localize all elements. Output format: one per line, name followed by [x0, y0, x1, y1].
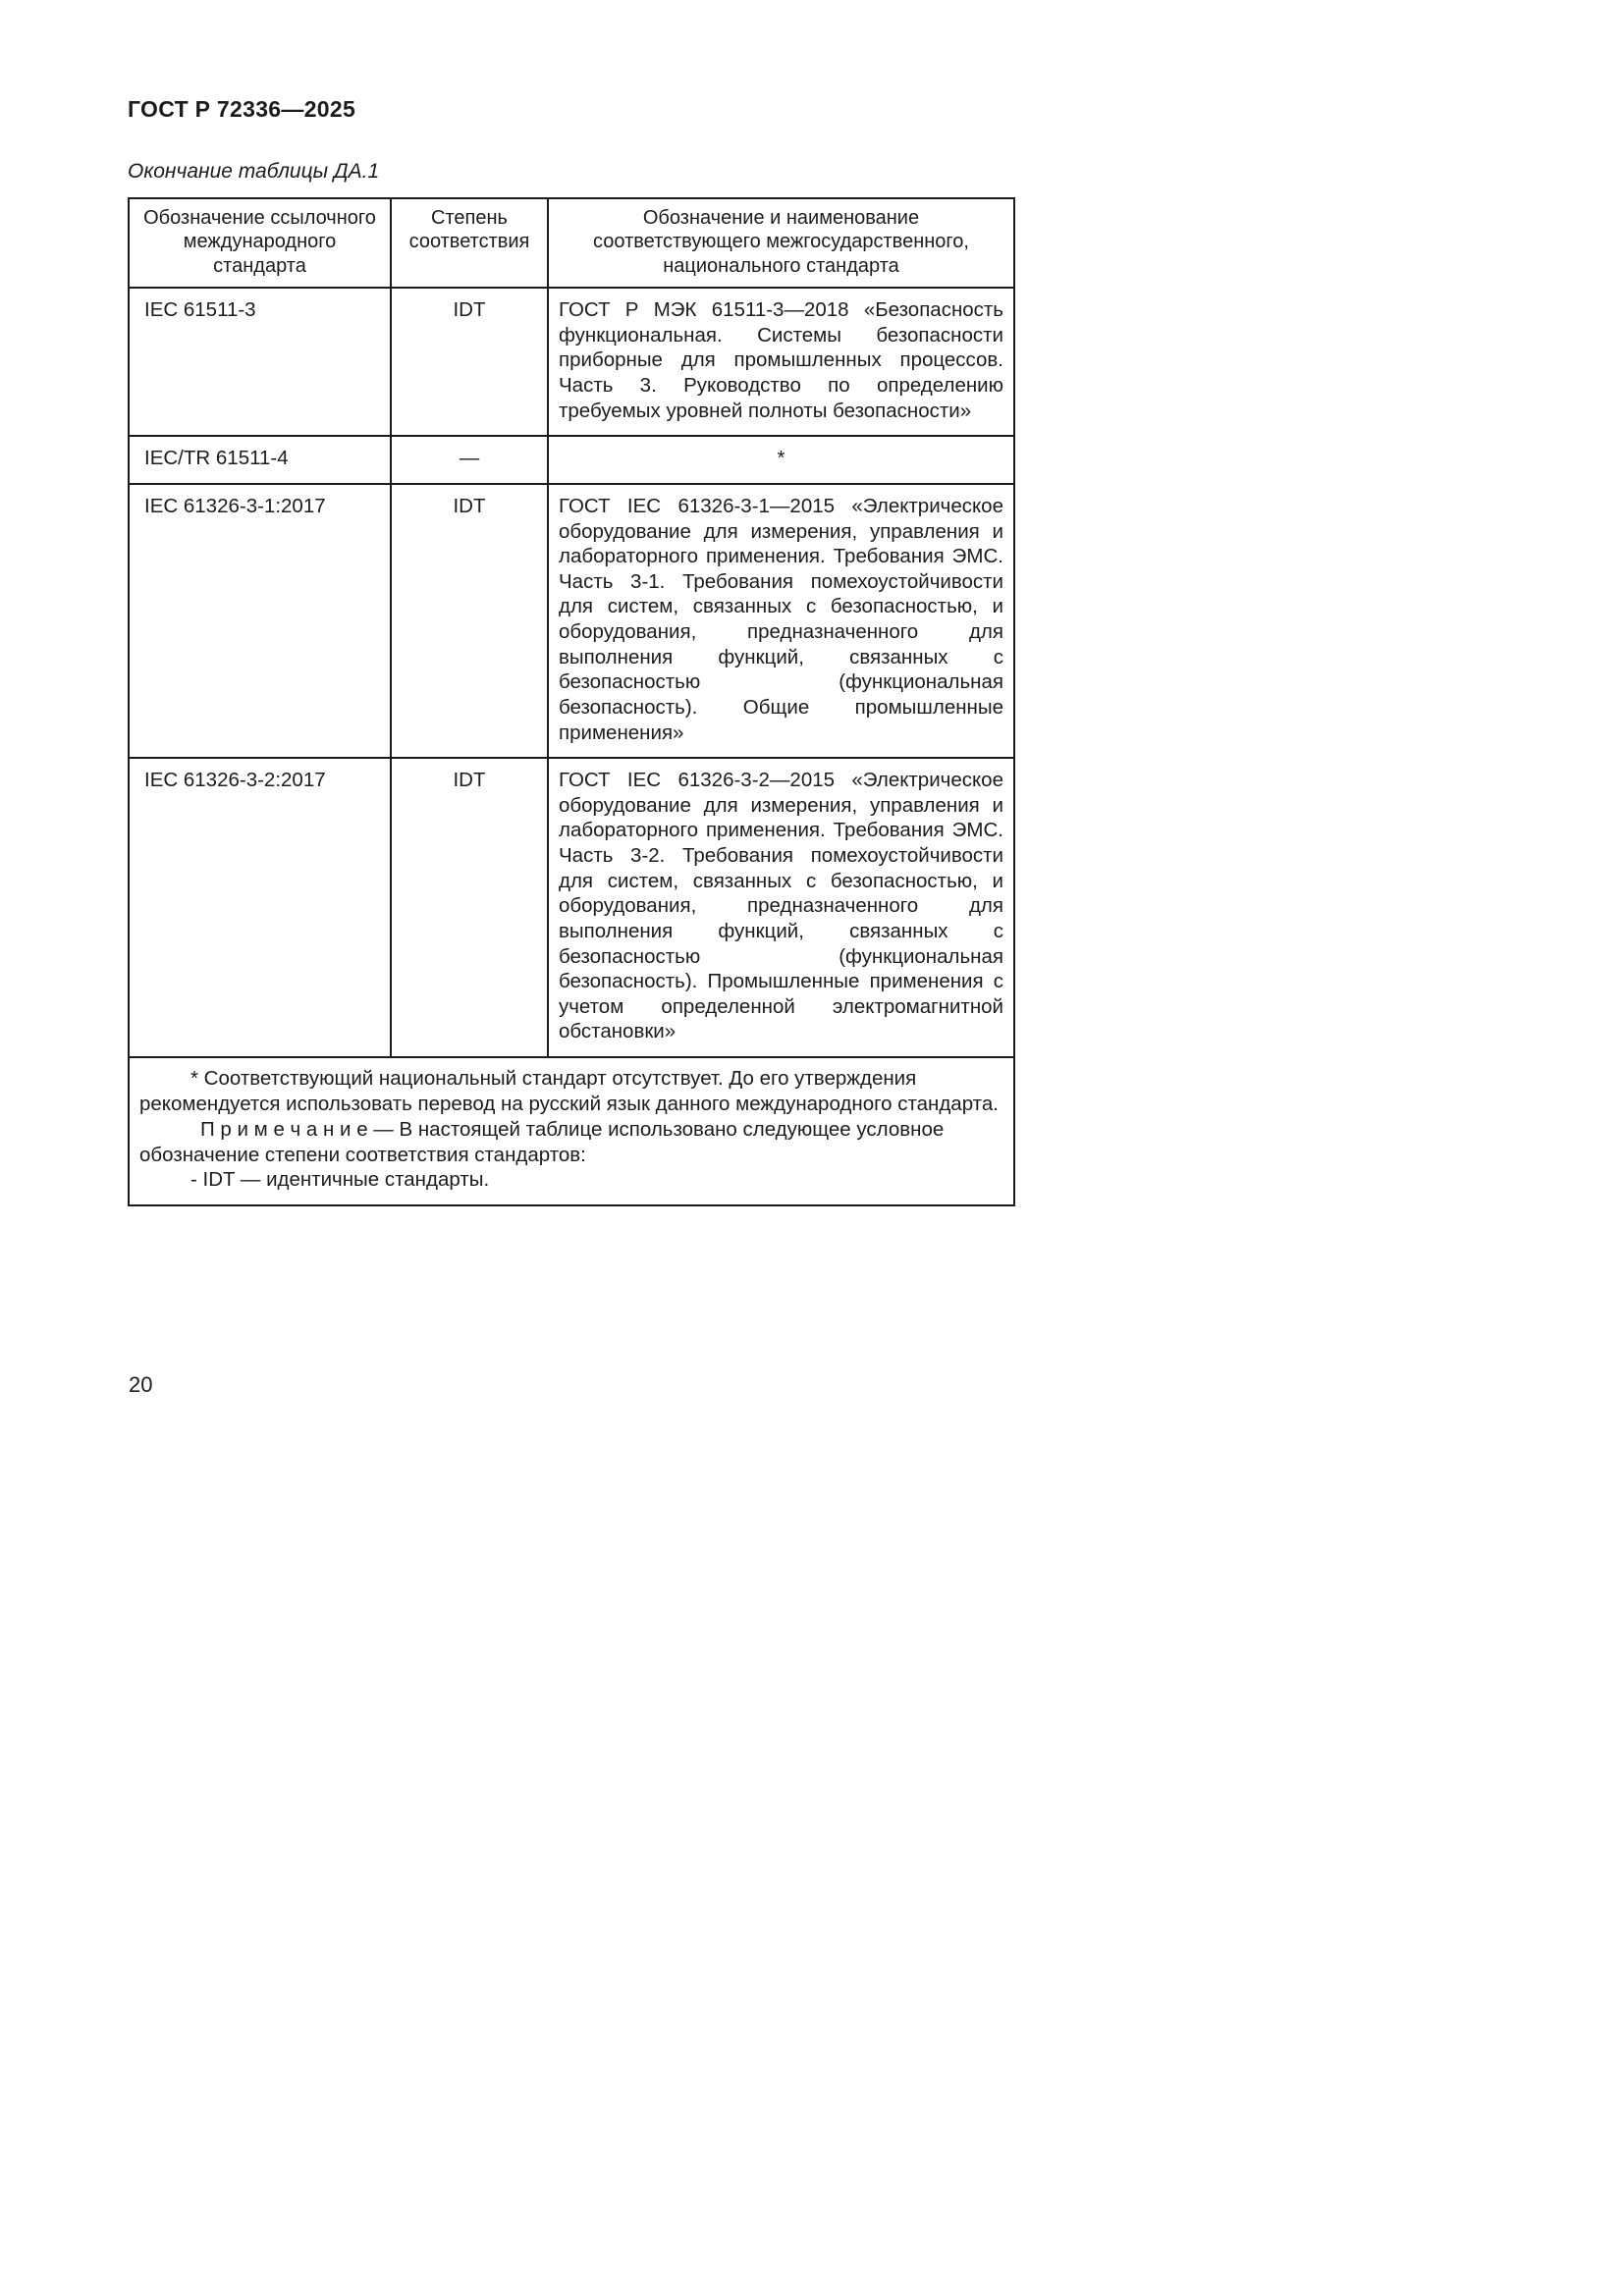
- table-caption: Окончание таблицы ДА.1: [128, 160, 380, 183]
- table-footnote: [129, 1057, 1014, 1205]
- table-row: [129, 758, 1014, 1057]
- cell-degree: —: [391, 436, 548, 484]
- cell-reference-standard: IEC/TR 61511-4: [129, 436, 391, 484]
- cell-national-standard: ГОСТ IEC 61326-3-1—2015 «Электрическое оборудование для измерения, управления и лабораторного применения. Требования ЭМС. Часть 3-1. Требования помехоустойчивости для систем, связанных с безопасностью, и оборудования, предназначенного для выполнения функций, связанных с безопасностью (функциональная безопасность). Общие промышленные применения»: [548, 484, 1014, 758]
- cell-degree: IDT: [391, 484, 548, 758]
- table-header-row: [129, 198, 1014, 288]
- table-row: [129, 436, 1014, 484]
- footnote-idt-text: - IDT — идентичные стандарты.: [190, 1168, 490, 1192]
- cell-reference-standard: IEC 61326-3-2:2017: [129, 758, 391, 1057]
- document-title: ГОСТ Р 72336—2025: [128, 96, 356, 122]
- table-row: [129, 484, 1014, 758]
- column-header-degree-of-conformity: Степень соответствия: [391, 198, 548, 288]
- table-footnote-row: [129, 1057, 1014, 1205]
- page-content: [128, 96, 1013, 1206]
- cell-national-standard: *: [548, 436, 1014, 484]
- cell-reference-standard: IEC 61511-3: [129, 288, 391, 436]
- cell-degree: IDT: [391, 288, 548, 436]
- cell-national-standard: ГОСТ Р МЭК 61511-3—2018 «Безопасность функциональная. Системы безопасности приборные для промышленных процессов. Часть 3. Руководство по определению требуемых уровней полноты безопасности»: [548, 288, 1014, 436]
- footnote-note-text: П р и м е ч а н и е — В настоящей таблице использовано следующее условное обозначение степени соответствия стандартов:: [139, 1117, 945, 1166]
- page-number: 20: [129, 1372, 153, 1397]
- column-header-reference-standard: Обозначение ссылочного международного стандарта: [129, 198, 391, 288]
- standards-correspondence-table: [128, 197, 1015, 1206]
- table-row: [129, 288, 1014, 436]
- cell-degree: IDT: [391, 758, 548, 1057]
- cell-national-standard: ГОСТ IEC 61326-3-2—2015 «Электрическое оборудование для измерения, управления и лабораторного применения. Требования ЭМС. Часть 3-2. Требования помехоустойчивости для систем, связанных с безопасностью, и оборудования, предназначенного для выполнения функций, связанных с безопасностью (функциональная безопасность). Промышленные применения с учетом определенной электромагнитной обстановки»: [548, 758, 1014, 1057]
- footnote-asterisk-text: * Соответствующий национальный стандарт отсутствует. До его утверждения рекомендуется использовать перевод на русский язык данного международного стандарта.: [139, 1067, 999, 1115]
- cell-reference-standard: IEC 61326-3-1:2017: [129, 484, 391, 758]
- column-header-national-standard: Обозначение и наименование соответствующего межгосударственного, национального стандарта: [548, 198, 1014, 288]
